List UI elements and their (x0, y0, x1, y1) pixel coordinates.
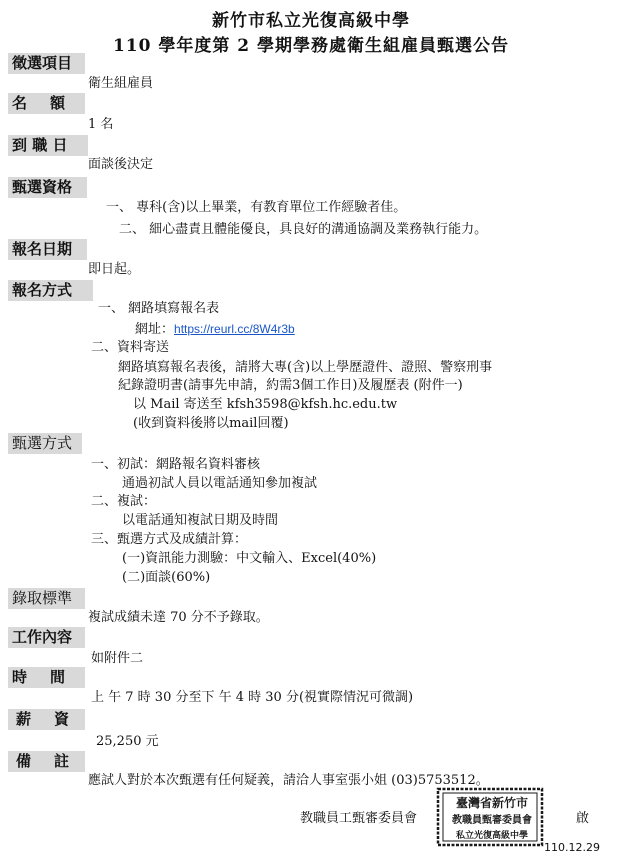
value-hours: 上 午 7 時 30 分至下 午 4 時 30 分(視實際情況可微調) (91, 690, 414, 705)
committee-name: 教職員工甄審委員會 (300, 811, 418, 826)
apply-url-label: 網址： (135, 322, 175, 337)
apply-mail-line-3: 以 Mail 寄送至 kfsh3598@kfsh.hc.edu.tw (133, 397, 398, 412)
label-start-date: 到 職 日 (8, 135, 88, 156)
value-position: 衛生組雇員 (88, 76, 154, 91)
school-name: 新竹市私立光復高級中學 (212, 11, 410, 31)
label-notes: 備 註 (8, 751, 85, 772)
value-hiring: 複試成績未達 70 分不予錄取。 (88, 610, 269, 625)
apply-mail-line-2: 紀錄證明書(請事先申請，約需3個工作日)及履歷表 (附件一) (118, 378, 463, 393)
label-apply-method: 報名方式 (8, 280, 93, 301)
screening-line-5: 三、甄選方式及成績計算： (91, 532, 248, 547)
screening-line-1: 一、初試：網路報名資料審核 (91, 457, 261, 472)
screening-line-4: 以電話通知複試日期及時間 (122, 513, 279, 528)
label-position: 徵選項目 (8, 53, 85, 74)
apply-mail-line-4: (收到資料後將以mail回覆) (133, 416, 289, 431)
apply-item-online: 一、 網路填寫報名表 (98, 301, 220, 316)
screening-line-3: 二、複試： (91, 494, 157, 509)
value-salary: 25,250 元 (96, 734, 159, 749)
screening-line-6: (一)資訊能力測驗：中文輸入、Excel(40%) (122, 551, 377, 566)
label-work: 工作內容 (8, 627, 85, 648)
label-screening: 甄選方式 (8, 433, 82, 454)
label-apply-date: 報名日期 (8, 239, 87, 260)
closing-mark: 啟 (576, 811, 590, 826)
seal-text-bottom: 私立光復高級中學 (455, 831, 529, 841)
label-quota: 名 額 (8, 93, 85, 114)
qualification-item-1: 一、 專科(含)以上畢業，有教育單位工作經驗者佳。 (106, 200, 407, 215)
label-qualifications: 甄選資格 (8, 177, 87, 198)
label-hiring: 錄取標準 (8, 588, 85, 609)
official-seal-icon (436, 787, 548, 847)
screening-line-7: (二)面談(60%) (122, 570, 211, 585)
apply-url-row (135, 321, 295, 338)
seal-text-mid: 教職員甄審委員會 (452, 815, 532, 826)
seal-text-top: 臺灣省新竹市 (455, 796, 529, 810)
value-notes: 應試人對於本次甄選有任何疑義，請洽人事室張小姐 (03)5753512。 (88, 773, 489, 788)
apply-url-link[interactable]: https://reurl.cc/8W4r3b (174, 322, 295, 336)
announcement-title: 110 學年度第 2 學期學務處衛生組雇員甄選公告 (112, 36, 510, 56)
issue-date: 110.12.29 (544, 841, 600, 854)
value-work: 如附件二 (91, 651, 144, 666)
label-salary: 薪 資 (8, 709, 85, 730)
apply-item-mail: 二、資料寄送 (91, 340, 170, 355)
label-hours: 時 間 (8, 667, 85, 688)
value-quota: 1 名 (88, 117, 114, 132)
screening-line-2: 通過初試人員以電話通知參加複試 (122, 476, 318, 491)
apply-mail-line-1: 網路填寫報名表後，請將大專(含)以上學歷證件、證照、警察刑事 (118, 360, 493, 375)
value-apply-date: 即日起。 (88, 262, 141, 277)
qualification-item-2: 二、 細心盡責且體能優良，具良好的溝通協調及業務執行能力。 (119, 222, 488, 237)
value-start-date: 面談後決定 (88, 157, 154, 172)
